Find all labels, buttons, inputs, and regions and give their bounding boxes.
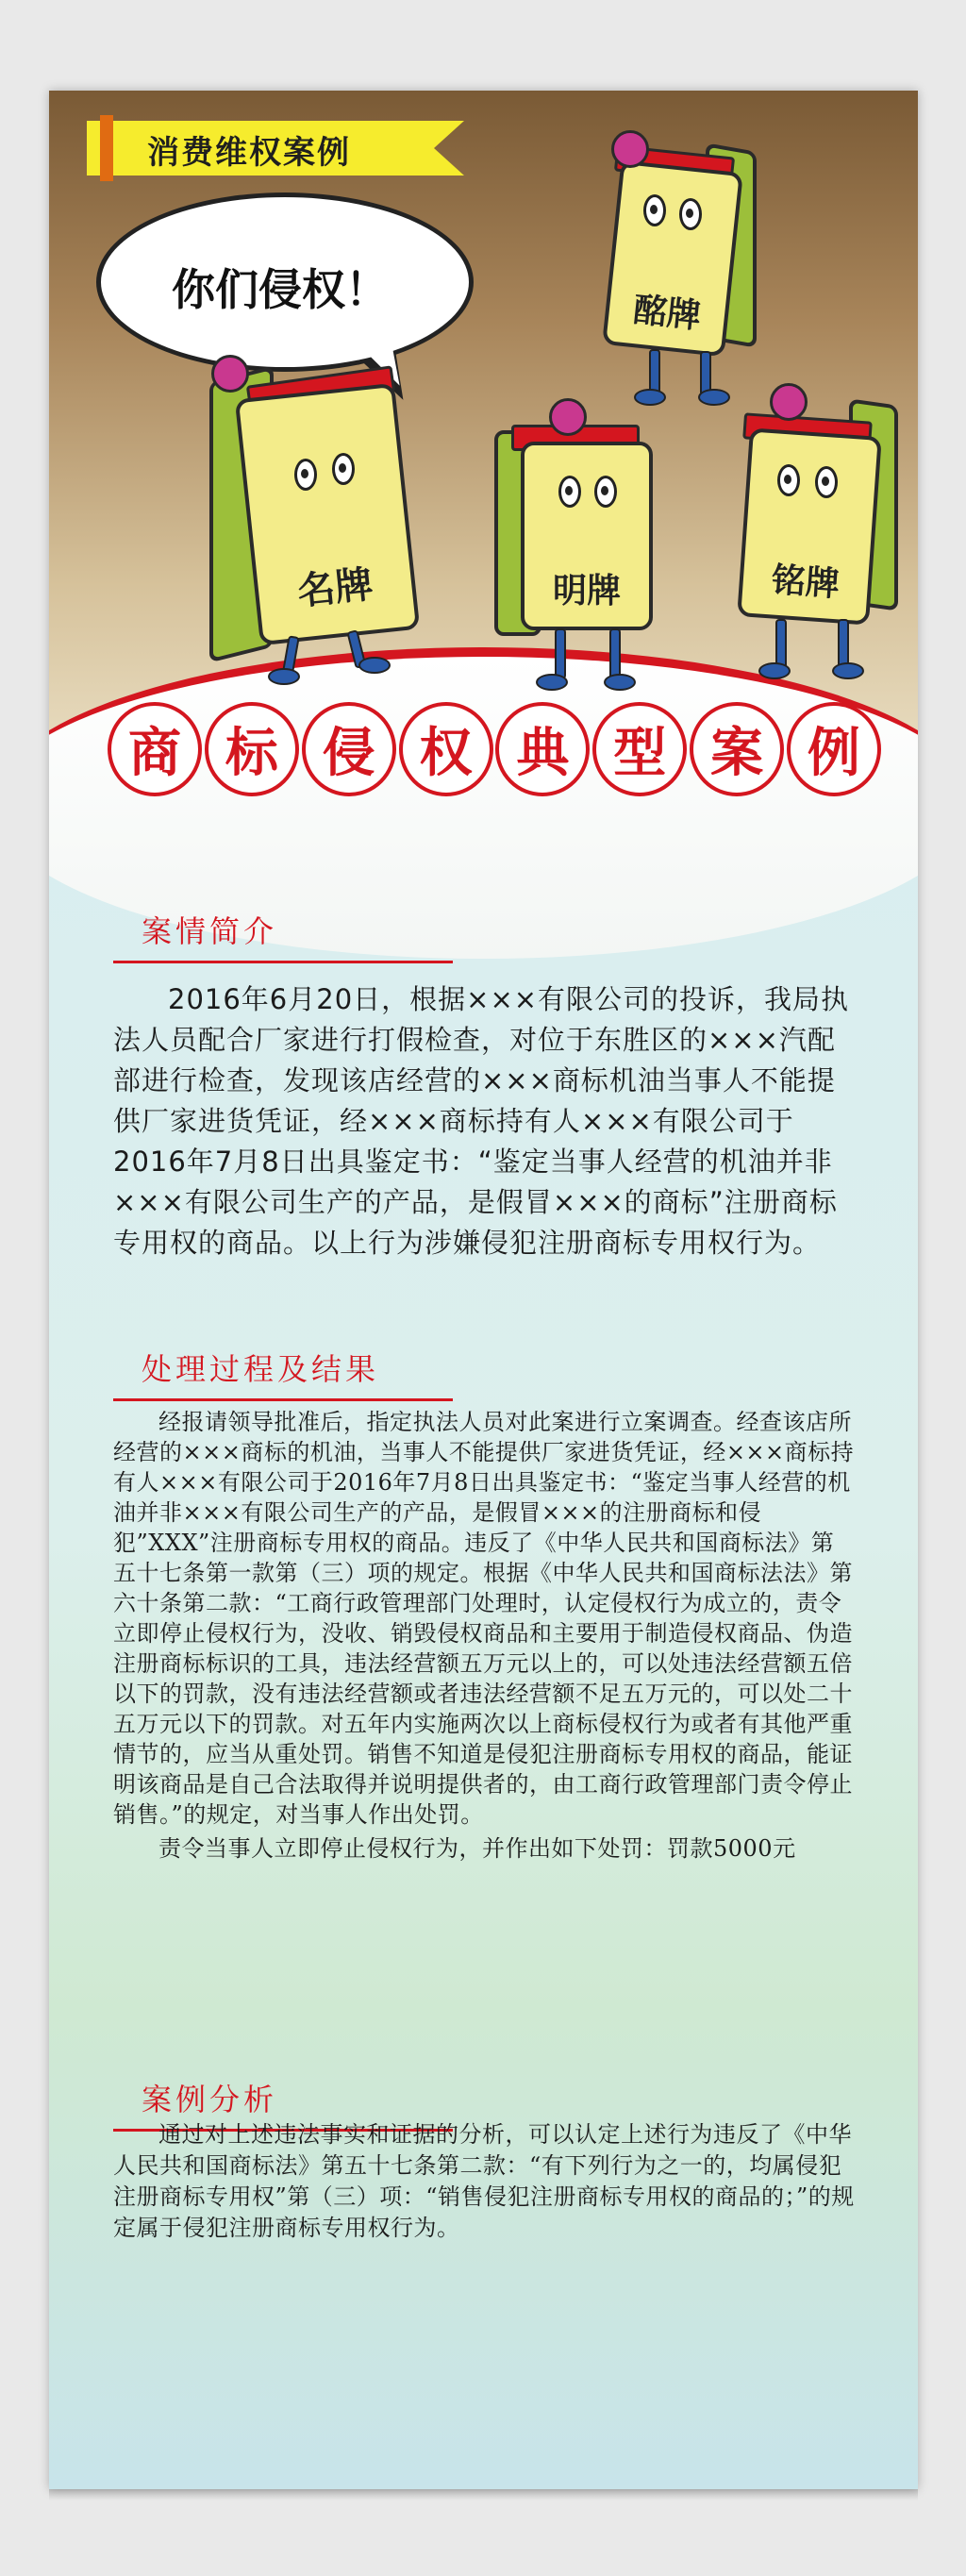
leg xyxy=(609,628,621,679)
eye-icon xyxy=(815,466,838,498)
title-char: 权 xyxy=(399,702,493,796)
title-char: 典 xyxy=(495,702,590,796)
eye-icon xyxy=(643,194,666,226)
case-tag-label: 消费维权案例 xyxy=(147,134,351,172)
process-paragraph: 经报请领导批准后，指定执法人员对此案进行立案调查。经查该店所经营的×××商标的机油，当事人不能提供厂家进货凭证，经×××商标持有人×××有限公司于2016年7月8日出具鉴定书：“鉴定当事人经营的机油并非×××有限公司生产的产品，是假冒×××的注册商标和侵犯”XXX”注册商标专用权的商品。违反了《中华人民共和国商标法》第五十七条第一款第（三）项的规定。根据《中华人民共和国商标法法》第六十条第二款：“工商行政管理部门处理时，认定侵权行为成立的，责令立即停止侵权行为，没收、销毁侵权商品和主要用于制造侵权商品、伪造注册商标标识的工具，违法经营额五万元以上的，可以处违法经营额五倍以下的罚款，没有违法经营额或者违法经营额不足五万元的，可以处二十五万元以下的罚款。对五年内实施两次以上商标侵权行为或者有其他严重情节的，应当从重处罚。销售不知道是侵犯注册商标专用权的商品，能证明该商品是自己合法取得并说明提供者的，由工商行政管理部门责令停止销售。”的规定，对当事人作出处罚。 xyxy=(113,1409,855,1828)
speech-bubble-text: 你们侵权！ xyxy=(172,264,389,315)
case-tag-accent-bar xyxy=(100,115,113,181)
process-penalty-paragraph: 责令当事人立即停止侵权行为，并作出如下处罚：罚款5000元 xyxy=(158,1835,796,1862)
eye-icon xyxy=(594,476,617,508)
foot xyxy=(758,662,791,679)
foot xyxy=(536,674,568,691)
section-heading-analysis: 案例分析 xyxy=(113,2076,453,2132)
leg xyxy=(555,628,566,679)
flower-icon xyxy=(611,130,649,168)
card-body: 铭牌 xyxy=(737,427,882,625)
foot xyxy=(268,668,300,685)
eye-icon xyxy=(558,476,581,508)
section-heading-process: 处理过程及结果 xyxy=(113,1346,453,1401)
main-title xyxy=(108,702,881,806)
foot xyxy=(634,389,666,406)
analysis-paragraph: 通过对上述违法事实和证据的分析，可以认定上述行为违反了《中华人民共和国商标法》第五十七条第二款：“有下列行为之一的，均属侵犯注册商标专用权”第（三）项：“销售侵犯注册商标专用权的商品的；”的规定属于侵犯注册商标专用权行为。 xyxy=(113,2121,855,2241)
section-text-intro: 2016年6月20日，根据×××有限公司的投诉，我局执法人员配合厂家进行打假检查，对位于东胜区的×××汽配部进行检查，发现该店经营的×××商标机油当事人不能提供厂家进货凭证，经×××商标持有人×××有限公司于2016年7月8日出具鉴定书：“鉴定当事人经营的机油并非×××有限公司生产的产品，是假冒×××的商标”注册商标专用权的商品。以上行为涉嫌侵犯注册商标专用权行为。 xyxy=(113,983,850,1259)
section-heading-intro: 案情简介 xyxy=(113,908,453,963)
flower-icon xyxy=(770,383,808,421)
eye-icon xyxy=(679,198,702,230)
banner-stand-shadow xyxy=(49,2487,918,2501)
title-char: 标 xyxy=(205,702,299,796)
foot xyxy=(604,674,636,691)
flower-icon xyxy=(211,355,249,393)
card-body: 名牌 xyxy=(235,383,420,645)
section-text-process xyxy=(113,1407,857,1864)
title-char: 型 xyxy=(592,702,687,796)
title-char: 例 xyxy=(787,702,881,796)
section-text-analysis xyxy=(113,2119,857,2244)
cartoon-hero xyxy=(49,91,918,751)
eye-icon xyxy=(332,453,355,485)
card-body: 明牌 xyxy=(521,442,653,630)
title-char: 案 xyxy=(690,702,784,796)
card-body: 酩牌 xyxy=(602,160,743,358)
eye-icon xyxy=(777,464,800,496)
foot xyxy=(698,389,730,406)
poster-banner xyxy=(49,91,918,2489)
eye-icon xyxy=(294,459,317,491)
leg xyxy=(649,349,660,394)
foot xyxy=(358,657,391,674)
foot xyxy=(832,662,864,679)
flower-icon xyxy=(549,398,587,436)
title-char: 商 xyxy=(108,702,202,796)
title-char: 侵 xyxy=(302,702,396,796)
